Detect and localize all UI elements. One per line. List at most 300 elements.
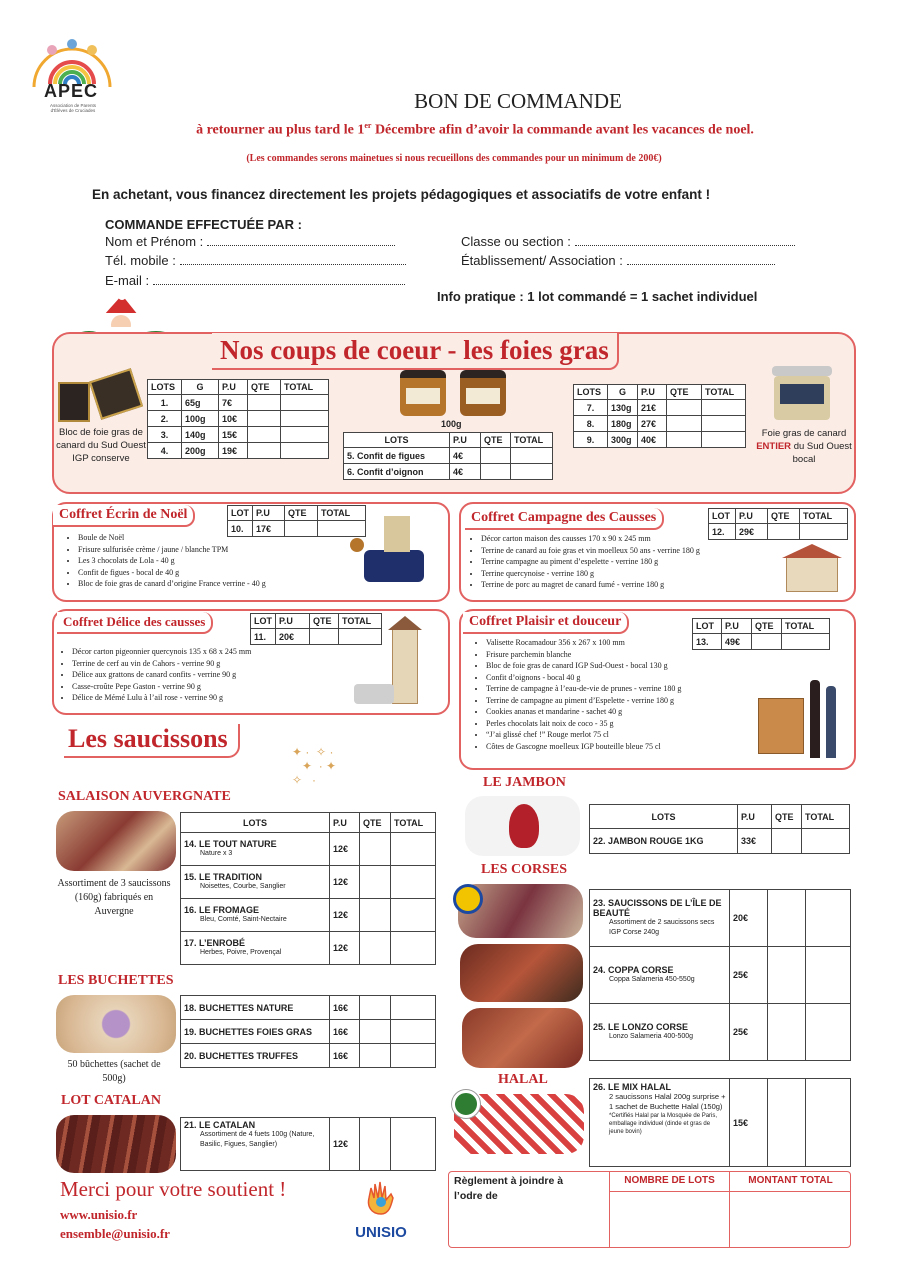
- table-row: [590, 1004, 851, 1061]
- foie-right-table: [573, 384, 746, 448]
- lot-name: 17. L’ENROBÉ: [184, 938, 246, 948]
- list-item: • Terrine campagne au piment d’espelette - verrine 180 g: [481, 556, 700, 568]
- th-total: TOTAL: [802, 805, 850, 829]
- catalan-photo: [56, 1115, 176, 1173]
- th-qte: QTE: [768, 509, 800, 524]
- th-total: TOTAL: [782, 619, 830, 634]
- corses-table: [589, 889, 851, 1061]
- qty-cell[interactable]: [360, 866, 391, 899]
- halal-title: HALAL: [498, 1072, 548, 1087]
- lot-cell: 1.: [148, 395, 182, 411]
- lot-name: 23. SAUCISSONS DE L’ÎLE DE BEAUTÉ: [593, 898, 722, 918]
- nb-lots-label: NOMBRE DE LOTS: [624, 1175, 715, 1186]
- right-caption-highlight: ENTIER: [756, 441, 792, 452]
- qty-cell[interactable]: [667, 432, 702, 448]
- lot-cell: 3.: [148, 427, 182, 443]
- list-item: • Les 3 chocolats de Lola - 40 g: [78, 555, 266, 567]
- list-item: • Confit d’oignons - bocal 40 g: [486, 672, 681, 684]
- igp-badge-icon: [453, 884, 483, 914]
- corses-photo-3: [462, 1008, 583, 1068]
- halal-badge-icon: [452, 1090, 480, 1118]
- list-item: • Terrine de campagne au piment d’Espelette - verrine 180 g: [486, 695, 681, 707]
- lot-cell: [590, 890, 730, 947]
- total-cell[interactable]: [391, 1118, 436, 1171]
- auvergne-table: [180, 812, 436, 965]
- list-item: • Bloc de foie gras de canard IGP Sud-Ouest - bocal 130 g: [486, 660, 681, 672]
- list-item: • Décor carton pigeonnier quercynois 135 x 68 x 245 mm: [72, 646, 251, 658]
- lot-cell: [181, 833, 330, 866]
- unisio-logo: [346, 1176, 416, 1246]
- qty-cell[interactable]: [481, 448, 511, 464]
- total-cell[interactable]: [281, 395, 329, 411]
- sparkle-decoration: ✦ · ✧ · ✦ · ✦ ✧ ·: [292, 745, 337, 787]
- table-row: [148, 443, 329, 459]
- lot-name: 26. LE MIX HALAL: [593, 1082, 672, 1092]
- coffret-campagne-image: [776, 542, 846, 598]
- coffret-plaisir-list: [474, 637, 681, 752]
- coffret-delice-image: [350, 614, 446, 710]
- th-total: TOTAL: [702, 385, 746, 400]
- total-cell[interactable]: [800, 524, 848, 540]
- list-item: • Terrine de porc au magret de canard fumé - verrine 180 g: [481, 579, 700, 591]
- weight-cell: 65g: [182, 395, 219, 411]
- buchettes-caption: 50 bûchettes (sachet de 500g): [67, 1059, 161, 1084]
- table-row: [590, 1079, 851, 1167]
- weight-cell: 200g: [182, 443, 219, 459]
- th-total: TOTAL: [800, 509, 848, 524]
- page-title: BON DE COMMANDE: [414, 89, 622, 113]
- lot-sub: Lonzo Salameria 400-500g: [609, 1033, 694, 1040]
- qty-cell[interactable]: [752, 634, 782, 650]
- form-class: [461, 234, 795, 249]
- intro-text: En achetant, vous financez directement les projets pédagogiques et associatifs de votre enfant !: [92, 187, 711, 202]
- lot-sub: Assortiment de 2 saucissons secs IGP Corse 240g: [609, 919, 715, 936]
- price-cell: 4€: [450, 464, 481, 480]
- qty-cell[interactable]: [248, 427, 281, 443]
- table-row: [181, 899, 436, 932]
- lot-cell: 7.: [574, 400, 608, 416]
- name-field[interactable]: [207, 245, 395, 246]
- halal-table: [589, 1078, 851, 1167]
- lot-note: *Certifiés Halal par la Mosquée de Paris, emballage individuel (dinde et gras de jeune bovin): [609, 1113, 718, 1135]
- coffret-campagne-table: [708, 508, 848, 540]
- nb-lots-header-line: [609, 1191, 851, 1192]
- lot-cell: 18. BUCHETTES NATURE: [181, 996, 330, 1020]
- qty-cell[interactable]: [768, 1079, 806, 1167]
- qty-cell[interactable]: [360, 996, 391, 1020]
- total-cell[interactable]: [391, 932, 436, 965]
- price-cell: 12€: [330, 932, 360, 965]
- hand-icon: [361, 1178, 401, 1218]
- list-item: • Délice aux grattons de canard confits - verrine 90 g: [72, 669, 251, 681]
- total-cell[interactable]: [806, 1079, 851, 1167]
- lot-sub: Herbes, Poivre, Provençal: [200, 949, 282, 956]
- list-item: • Terrine quercynoise - verrine 180 g: [481, 568, 700, 580]
- th-pu: P.U: [738, 805, 772, 829]
- catalan-table: [180, 1117, 436, 1171]
- th-pu: P.U: [219, 380, 248, 395]
- lot-sub: Assortiment de 4 fuets 100g (Nature, Basilic, Figues, Sanglier): [200, 1131, 315, 1148]
- form-email: [105, 273, 405, 288]
- lot-sub: Noisettes, Courbe, Sanglier: [200, 883, 286, 890]
- lot-cell: [590, 1004, 730, 1061]
- total-cell[interactable]: [391, 996, 436, 1020]
- form-school-label: Établissement/ Association :: [461, 253, 623, 268]
- foie-left-caption: Bloc de foie gras de canard du Sud Ouest IGP conserve: [56, 427, 146, 464]
- lot-name: 24. COPPA CORSE: [593, 965, 674, 975]
- lot-cell: 6. Confit d’oignon: [344, 464, 450, 480]
- email-link[interactable]: ensemble@unisio.fr: [60, 1226, 170, 1241]
- price-cell: 33€: [738, 829, 772, 854]
- form-heading: COMMANDE EFFECTUÉE PAR :: [105, 217, 302, 232]
- qty-cell[interactable]: [360, 1118, 391, 1171]
- price-cell: 25€: [730, 947, 768, 1004]
- th-lot: LOT: [709, 509, 736, 524]
- th-lot: LOT: [251, 614, 276, 629]
- qty-cell[interactable]: [667, 400, 702, 416]
- jambon-title: LE JAMBON: [483, 775, 566, 790]
- confit-table: [343, 432, 553, 480]
- price-cell: 17€: [253, 521, 285, 537]
- qty-cell[interactable]: [768, 890, 806, 947]
- foie-left-table: [147, 379, 329, 459]
- total-cell[interactable]: [281, 411, 329, 427]
- lot-cell: [181, 1118, 330, 1171]
- table-row: [590, 947, 851, 1004]
- list-item: • Délice de Mémé Lulu à l’ail rose - verrine 90 g: [72, 692, 251, 704]
- qty-cell[interactable]: [360, 899, 391, 932]
- th-lots: LOTS: [590, 805, 738, 829]
- lot-cell: [590, 1079, 730, 1167]
- table-row: [181, 1044, 436, 1068]
- th-total: TOTAL: [511, 433, 553, 448]
- deadline-sup: er: [364, 121, 372, 130]
- saucissons-title: Les saucissons: [64, 724, 240, 758]
- th-g: G: [608, 385, 638, 400]
- form-class-label: Classe ou section :: [461, 234, 571, 249]
- logo-subtitle: Association de Parents d'Élèves de Cruciades: [49, 103, 97, 113]
- list-item: • Valisette Rocamadour 356 x 267 x 100 mm: [486, 637, 681, 649]
- coffret-campagne-title: Coffret Campagne des Causses: [465, 508, 664, 530]
- minimum-note: (Les commandes serons mainetues si nous recueillons des commandes pour un minimum de 200€): [246, 153, 662, 164]
- total-cell[interactable]: [806, 947, 851, 1004]
- montant-field[interactable]: [731, 1194, 850, 1246]
- qty-cell[interactable]: [768, 1004, 806, 1061]
- price-cell: 12€: [330, 833, 360, 866]
- lot-name: 15. LE TRADITION: [184, 872, 263, 882]
- total-cell[interactable]: [702, 432, 746, 448]
- foie-gras-title: Nos coups de coeur - les foies gras: [212, 333, 619, 370]
- th-pu: P.U: [736, 509, 768, 524]
- th-lots: LOTS: [148, 380, 182, 395]
- lot-cell: 2.: [148, 411, 182, 427]
- class-field[interactable]: [575, 245, 795, 246]
- total-cell[interactable]: [782, 634, 830, 650]
- lot-name: 14. LE TOUT NATURE: [184, 839, 277, 849]
- qty-cell[interactable]: [248, 443, 281, 459]
- th-lots: LOTS: [181, 813, 330, 833]
- auvergne-photo: [56, 811, 176, 871]
- list-item: • Confit de figues - bocal de 40 g: [78, 567, 266, 579]
- coffret-delice-title: Coffret Délice des causses: [57, 612, 213, 634]
- catalan-title: LOT CATALAN: [61, 1093, 161, 1108]
- form-phone: [105, 253, 406, 268]
- list-item: • Décor carton maison des causses 170 x 90 x 245 mm: [481, 533, 700, 545]
- phone-field[interactable]: [180, 264, 406, 265]
- th-qte: QTE: [248, 380, 281, 395]
- qty-cell[interactable]: [360, 1044, 391, 1068]
- foie-right-caption: [754, 427, 854, 466]
- lot-cell: 22. JAMBON ROUGE 1KG: [590, 829, 738, 854]
- montant-label: MONTANT TOTAL: [748, 1175, 833, 1186]
- payment-label: Règlement à joindre à l’odre de: [454, 1175, 564, 1202]
- list-item: • Cookies ananas et mandarine - sachet 40 g: [486, 706, 681, 718]
- weight-cell: 100g: [182, 411, 219, 427]
- th-lot: LOT: [228, 506, 253, 521]
- qty-cell[interactable]: [248, 411, 281, 427]
- total-cell[interactable]: [391, 1020, 436, 1044]
- table-row: [148, 427, 329, 443]
- right-caption-part1: Foie gras de canard: [761, 428, 847, 439]
- thanks-text: Merci pour votre soutient !: [60, 1177, 287, 1201]
- price-cell: 4€: [450, 448, 481, 464]
- total-cell[interactable]: [702, 400, 746, 416]
- lot-name: 25. LE LONZO CORSE: [593, 1022, 689, 1032]
- coffret-plaisir-image: [756, 676, 850, 764]
- table-row: [590, 829, 850, 854]
- qty-cell[interactable]: [481, 464, 511, 480]
- confit-jars-image: [396, 366, 516, 418]
- list-item: • Frisure parchemin blanche: [486, 649, 681, 661]
- th-qte: QTE: [285, 506, 318, 521]
- lot-cell: 12.: [709, 524, 736, 540]
- total-cell[interactable]: [281, 427, 329, 443]
- coffret-plaisir-table: [692, 618, 830, 650]
- weight-cell: 300g: [608, 432, 638, 448]
- price-cell: 20€: [276, 629, 310, 645]
- payment-field[interactable]: [454, 1206, 594, 1244]
- price-cell: 12€: [330, 866, 360, 899]
- unisio-brand: UNISIO: [355, 1224, 407, 1241]
- th-qte: QTE: [310, 614, 339, 629]
- total-cell[interactable]: [511, 464, 553, 480]
- table-row: [344, 448, 553, 464]
- th-qte: QTE: [481, 433, 511, 448]
- table-row: [574, 400, 746, 416]
- lot-cell: 9.: [574, 432, 608, 448]
- th-pu: P.U: [276, 614, 310, 629]
- th-total: TOTAL: [339, 614, 382, 629]
- auvergne-title: SALAISON AUVERGNATE: [58, 789, 231, 804]
- table-row: [148, 411, 329, 427]
- th-qte: QTE: [360, 813, 391, 833]
- logo-name: APEC: [44, 81, 99, 101]
- total-cell[interactable]: [391, 1044, 436, 1068]
- auvergne-caption: Assortiment de 3 saucissons (160g) fabriqués en Auvergne: [57, 878, 171, 917]
- total-cell[interactable]: [806, 890, 851, 947]
- price-cell: 27€: [638, 416, 667, 432]
- table-row: [181, 1118, 436, 1171]
- price-cell: 16€: [330, 996, 360, 1020]
- lot-cell: 20. BUCHETTES TRUFFES: [181, 1044, 330, 1068]
- total-cell[interactable]: [391, 899, 436, 932]
- total-cell[interactable]: [391, 833, 436, 866]
- list-item: • Boule de Noël: [78, 532, 266, 544]
- price-cell: 15€: [219, 427, 248, 443]
- qty-cell[interactable]: [310, 629, 339, 645]
- price-cell: 16€: [330, 1020, 360, 1044]
- info-pratique: Info pratique : 1 lot commandé = 1 sachet individuel: [437, 289, 758, 304]
- lot-cell: 19. BUCHETTES FOIES GRAS: [181, 1020, 330, 1044]
- list-item: • Terrine de campagne à l’eau-de-vie de prunes - verrine 180 g: [486, 683, 681, 695]
- table-row: [181, 1020, 436, 1044]
- list-item: • Terrine de cerf au vin de Cahors - verrine 90 g: [72, 658, 251, 670]
- price-cell: 49€: [722, 634, 752, 650]
- table-row: [709, 524, 848, 540]
- list-item: • Frisure sulfurisée crème / jaune / blanche TPM: [78, 544, 266, 556]
- th-lot: LOT: [693, 619, 722, 634]
- qty-cell[interactable]: [768, 524, 800, 540]
- price-cell: 12€: [330, 899, 360, 932]
- form-email-label: E-mail :: [105, 273, 150, 288]
- price-cell: 25€: [730, 1004, 768, 1061]
- weight-cell: 140g: [182, 427, 219, 443]
- jambon-photo: [465, 796, 580, 856]
- nb-lots-field[interactable]: [610, 1194, 729, 1246]
- lot-cell: [181, 899, 330, 932]
- deadline-line: [0, 121, 899, 139]
- deadline-post: Décembre afin d’avoir la commande avant les vacances de noel.: [371, 122, 754, 138]
- table-row: [590, 890, 851, 947]
- price-cell: 21€: [638, 400, 667, 416]
- jambon-table: [589, 804, 850, 854]
- coffret-campagne-list: [469, 533, 700, 591]
- th-total: TOTAL: [318, 506, 366, 521]
- table-row: [148, 395, 329, 411]
- corses-photo-2: [460, 944, 583, 1002]
- price-cell: 40€: [638, 432, 667, 448]
- qty-cell[interactable]: [772, 829, 802, 854]
- th-lots: LOTS: [574, 385, 608, 400]
- th-qte: QTE: [772, 805, 802, 829]
- qty-cell[interactable]: [285, 521, 318, 537]
- table-row: [574, 432, 746, 448]
- total-cell[interactable]: [806, 1004, 851, 1061]
- price-cell: 16€: [330, 1044, 360, 1068]
- total-cell[interactable]: [802, 829, 850, 854]
- lot-cell: 4.: [148, 443, 182, 459]
- email-field[interactable]: [153, 284, 405, 285]
- qty-cell[interactable]: [360, 1020, 391, 1044]
- deadline-pre: à retourner au plus tard le 1: [196, 122, 365, 138]
- coffret-plaisir-title: Coffret Plaisir et douceur: [463, 612, 629, 634]
- th-pu: P.U: [450, 433, 481, 448]
- price-cell: 10€: [219, 411, 248, 427]
- lot-cell: [590, 947, 730, 1004]
- form-phone-label: Tél. mobile :: [105, 253, 176, 268]
- total-cell[interactable]: [511, 448, 553, 464]
- coffret-ecrin-list: [66, 532, 266, 590]
- qty-cell[interactable]: [667, 416, 702, 432]
- table-row: [693, 634, 830, 650]
- lot-name: 16. LE FROMAGE: [184, 905, 260, 915]
- th-qte: QTE: [667, 385, 702, 400]
- buchettes-table: [180, 995, 436, 1068]
- table-row: [574, 416, 746, 432]
- qty-cell[interactable]: [768, 947, 806, 1004]
- th-pu: P.U: [722, 619, 752, 634]
- total-cell[interactable]: [391, 866, 436, 899]
- table-row: [344, 464, 553, 480]
- website-link[interactable]: www.unisio.fr: [60, 1207, 138, 1222]
- qty-cell[interactable]: [248, 395, 281, 411]
- foie-gras-jar-image: [766, 366, 838, 422]
- lot-cell: 5. Confit de figues: [344, 448, 450, 464]
- price-cell: 15€: [730, 1079, 768, 1167]
- lot-sub: Nature x 3: [200, 850, 233, 857]
- lot-cell: [181, 932, 330, 965]
- lot-cell: 11.: [251, 629, 276, 645]
- th-qte: QTE: [752, 619, 782, 634]
- price-cell: 7€: [219, 395, 248, 411]
- list-item: • Bloc de foie gras de canard d’origine France verrine - 40 g: [78, 578, 266, 590]
- jar-weight: 100g: [441, 419, 462, 429]
- school-field[interactable]: [627, 264, 775, 265]
- foie-gras-can-image: [56, 372, 142, 424]
- lot-sub: Coppa Salameria 450-550g: [609, 976, 695, 983]
- th-total: TOTAL: [281, 380, 329, 395]
- list-item: • Casse-croûte Pepe Gaston - verrine 90 g: [72, 681, 251, 693]
- table-row: [181, 833, 436, 866]
- list-item: • Terrine de canard au foie gras et vin moelleux 50 ans - verrine 180 g: [481, 545, 700, 557]
- th-pu: P.U: [638, 385, 667, 400]
- lot-cell: [181, 866, 330, 899]
- total-cell[interactable]: [702, 416, 746, 432]
- form-name: [105, 234, 395, 249]
- form-name-label: Nom et Prénom :: [105, 234, 204, 249]
- buchettes-title: LES BUCHETTES: [58, 973, 174, 988]
- total-cell[interactable]: [281, 443, 329, 459]
- corses-title: LES CORSES: [481, 862, 567, 877]
- qty-cell[interactable]: [360, 833, 391, 866]
- list-item: • Perles chocolats lait noix de coco - 35 g: [486, 718, 681, 730]
- right-caption-part2: du Sud Ouest bocal: [792, 441, 852, 465]
- lot-cell: 8.: [574, 416, 608, 432]
- lot-cell: 13.: [693, 634, 722, 650]
- price-cell: 12€: [330, 1118, 360, 1171]
- qty-cell[interactable]: [360, 932, 391, 965]
- weight-cell: 180g: [608, 416, 638, 432]
- coffret-ecrin-image: [348, 508, 440, 586]
- coffret-delice-list: [60, 646, 251, 704]
- coffret-ecrin-title: Coffret Écrin de Noël: [53, 505, 195, 527]
- form-school: [461, 253, 775, 268]
- list-item: • Côtes de Gascogne moelleux IGP bouteille bleue 75 cl: [486, 741, 681, 753]
- buchettes-photo: [56, 995, 176, 1053]
- list-item: • “J’ai glissé chef !” Rouge merlot 75 cl: [486, 729, 681, 741]
- lot-cell: 10.: [228, 521, 253, 537]
- lot-name: 21. LE CATALAN: [184, 1120, 256, 1130]
- lot-sub: Bleu, Comté, Saint-Nectaire: [200, 916, 287, 923]
- lot-sub: 2 saucissons Halal 200g surprise + 1 sachet de Buchette Halal (150g): [609, 1092, 726, 1111]
- table-row: [181, 866, 436, 899]
- price-cell: 20€: [730, 890, 768, 947]
- table-row: [181, 932, 436, 965]
- th-pu: P.U: [330, 813, 360, 833]
- th-pu: P.U: [253, 506, 285, 521]
- weight-cell: 130g: [608, 400, 638, 416]
- table-row: [181, 996, 436, 1020]
